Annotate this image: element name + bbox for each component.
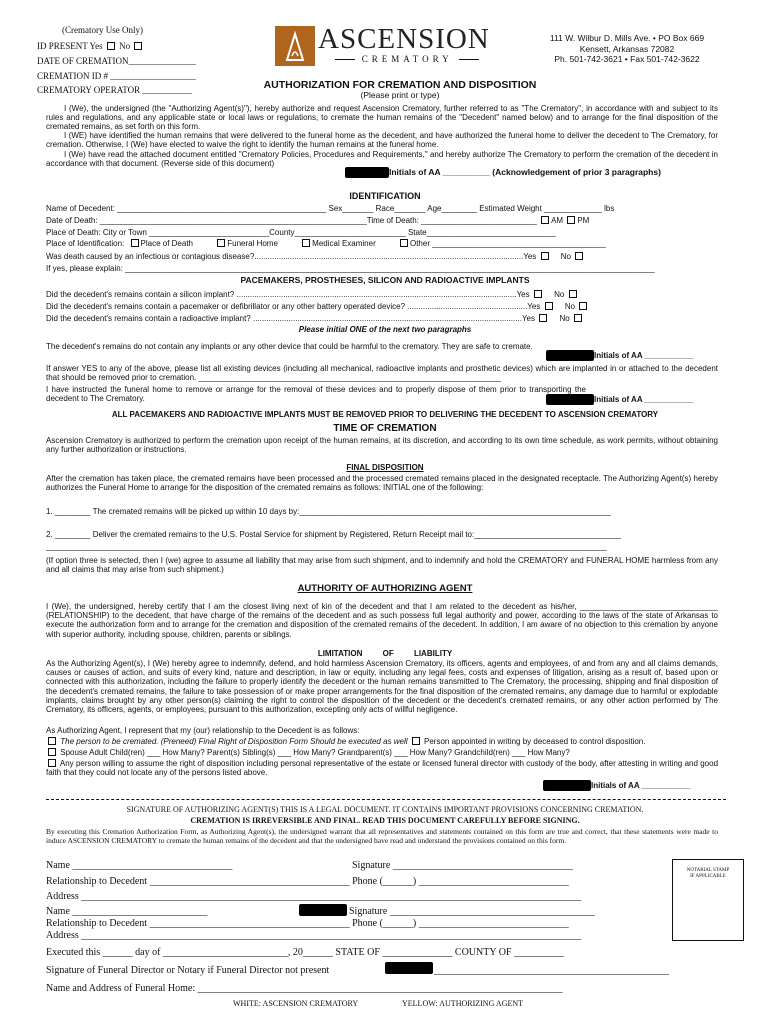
agent-2-signature-field[interactable]: Signature _________________________________________ [349, 906, 595, 917]
silicon-no-checkbox[interactable] [569, 290, 577, 298]
id-present-no-checkbox[interactable] [134, 42, 142, 50]
silicon-yes-checkbox[interactable] [534, 290, 542, 298]
final-disposition-heading: FINAL DISPOSITION [346, 463, 424, 472]
place-of-death-row[interactable]: Place of Death: City or Town ___________________________County_________________________ State_____________________________ [46, 228, 556, 237]
agent-2-name-field[interactable]: Name ___________________________ [46, 906, 208, 917]
id-present-no-label: No [119, 41, 131, 51]
authority-text: I (We), the undersigned, hereby certify that I am the closest living next of kin of the decedent and that I am related to the decedent as his/her, _______________________________ (RELATIONSHIP) to the decedent, that have charge of the remains of the decedent and as such possess full legal authority and power, according to the laws of the state of Arkansas to execute the authorization form and to arrange for the cremation and disposition of the cremated remains of the decedent. In addition, I am aware of no objection to this cremation by anyone with superior authority, including spouse, children, parents or siblings. [46, 602, 718, 639]
initials-removal[interactable]: Initials of AA ___________ [594, 395, 694, 404]
decedent-name-row[interactable]: Name of Decedent: _______________________________________________ Sex_______ Race_______ Age________ Estimated Weight _____________ lbs [46, 204, 615, 213]
silicon-implant-row: Did the decedent's remains contain a silicon implant? ..............................................................................................................................Yes No [46, 290, 579, 299]
redaction-block [543, 780, 591, 791]
intro-paragraph-3: I (We) have read the attached document entitled "Crematory Policies, Procedures and Requirements," and hereby authorize The Crematory to perform the cremation of the decedent in accordance with that document. (Reverse side of this document) [46, 150, 718, 169]
footer-white-copy: WHITE: ASCENSION CREMATORY [233, 999, 359, 1008]
redaction-block [385, 962, 433, 974]
cremation-id-field[interactable]: CREMATION ID # ___________________ [37, 71, 196, 81]
other-checkbox[interactable] [400, 239, 408, 247]
section-divider [46, 799, 726, 800]
appointed-person-checkbox[interactable] [412, 737, 420, 745]
radioactive-no-checkbox[interactable] [574, 314, 582, 322]
pacemaker-no-checkbox[interactable] [579, 302, 587, 310]
explain-field[interactable]: If yes, please explain: _______________________________________________________________________________________________________________________ [46, 264, 655, 273]
pm-checkbox[interactable] [567, 216, 575, 224]
relationship-row-3: Any person willing to assume the right of disposition including personal representative of the estate or licensed funeral director with custody of the body, after attesting in writing and good faith that they could not locate any of the persons listed above. [46, 759, 719, 778]
notary-stamp-box [672, 859, 744, 941]
initials-no-implants[interactable]: Initials of AA ___________ [594, 351, 694, 360]
date-of-death-row[interactable]: Date of Death: ____________________________________________________________Time of Death: __________________________ AM PM [46, 216, 590, 225]
id-present-label: ID PRESENT Yes [37, 41, 103, 51]
identification-heading: IDENTIFICATION [349, 191, 421, 201]
address-line-3: Ph. 501-742-3621 • Fax 501-742-3622 [554, 54, 700, 64]
limitation-of-liability-heading: LIMITATION OF LIABILITY [317, 649, 453, 658]
funeral-home-checkbox[interactable] [217, 239, 225, 247]
liability-text: As the Authorizing Agent(s), I (We) hereby agree to indemnify, defend, and hold harmless Ascension Crematory, its officers, agents and employees, of and from any and all claims demands, causes or causes of action, and suits of every kind, nature and description, in law or equity, including any legal fees, costs and expenses of litigation, arising as a result of, based upon or connected with this authorization, including the failure to properly identify the decedent or the human remains transmitted to The Crematory, the processing, shipping and final disposition of the decedent's cremated remains, the failure to take possession of or make proper arrangements for the final disposition of the cremated remains, any damage due to harmful or explodable implants, claims brought by any other person(s) claiming the right to control the disposition of the decedent or the decedent's cremated remains, or any other action performed by The Crematory, its officers, agents, or employees, pursuant to this authorization, excepting only acts of willful negligence. [46, 659, 718, 714]
agent-2-relationship-phone[interactable]: Relationship to Decedent ________________________________________ Phone (______) ______________________________ [46, 918, 569, 929]
pacemaker-row: Did the decedent's remains contain a pacemaker or defibrillator or any other battery operated device? ......................................................Yes No [46, 302, 589, 311]
redaction-block [546, 394, 594, 405]
instructed-removal-statement: I have instructed the funeral home to remove or arrange for the removal of these devices and to properly dispose of them prior to transporting the decedent to The Crematory. [46, 385, 586, 404]
logo-subtitle: CREMATORY [318, 54, 496, 64]
signature-heading-1: SIGNATURE OF AUTHORIZING AGENT(S) THIS IS A LEGAL DOCUMENT. IT CONTAINS IMPORTANT PROVISIONS CONCERNING CREMATION. [126, 805, 644, 814]
address-line-2: Kensett, Arkansas 72082 [579, 44, 675, 54]
form-subtitle: (Please print or type) [360, 90, 440, 100]
logo-flame-icon [275, 26, 315, 66]
time-of-cremation-text: Ascension Crematory is authorized to perform the cremation upon receipt of the human remains, at its discretion, and according to its own time schedule, as work permits, without obtaining any further authorization or instructions. [46, 436, 718, 455]
redaction-block [299, 904, 347, 916]
intro-paragraph-2: I (WE) have identified the human remains that were delivered to the funeral home as the decedent, and have authorized the funeral home to deliver the decedent to The Crematory, for cremation. Otherwise, I (We) have elected to waive the right to identify the human remains at the funeral home. [46, 131, 718, 150]
must-remove-notice: ALL PACEMAKERS AND RADIOACTIVE IMPLANTS MUST BE REMOVED PRIOR TO DELIVERING THE DECEDENT TO ASCENSION CREMATORY [111, 410, 659, 419]
relationship-row-2: Spouse Adult Child(ren) ___ How Many? Parent(s) Sibling(s) ___ How Many? Grandparent(s) ___ How Many? Grandchild(ren) ___ How Many? [46, 748, 570, 757]
place-of-identification-row: Place of Identification: Place of Death Funeral Home Medical Examiner Other _______________________________________ [46, 239, 606, 248]
medical-examiner-checkbox[interactable] [302, 239, 310, 247]
address-line-1: 111 W. Wilbur D. Mills Ave. • PO Box 669 [549, 33, 705, 43]
signature-warranty-text: By executing this Cremation Authorization Form, as Authorizing Agent(s), the undersigned warrant that all representatives and statements contained on this form are true and correct, that these statements were made to induce ASCENSION CREMATORY to cremate the human remains of the decedent and that the undersigned have read and understand the provisions contained on this form. [46, 827, 718, 845]
implants-list-statement[interactable]: If answer YES to any of the above, please list all existing devices (including all mechanical, radioactive implants and prosthetic devices) which are implanted in or attached to the decedent that should be removed prior to cremation. ____________________________________________________________________ [46, 364, 718, 383]
agent-1-name-field[interactable]: Name ________________________________ [46, 860, 233, 871]
crematory-use-only: (Crematory Use Only) [62, 25, 143, 35]
notary-stamp-note: IF APPLICABLE [690, 873, 726, 879]
intro-paragraph-1: I (We), the undersigned (the "Authorizing Agent(s)"), hereby authorize and request Ascension Crematory, further referred to as "The Crematory", in accordance with and subject to its rules and regulations, and any applicable state or local laws or regulations, to cremate the human remains of the "Decedent" named below) and to arrange for the final disposition of the cremated remains, as set forth on this form. [46, 104, 718, 132]
logo-mark [275, 26, 315, 66]
id-present-row [37, 41, 144, 51]
crematory-operator-field[interactable]: CREMATORY OPERATOR ___________ [37, 85, 192, 95]
agent-2-address-field[interactable]: Address ____________________________________________________________________________________________________ [46, 930, 582, 941]
agent-1-signature-field[interactable]: Signature ____________________________________ [352, 860, 573, 871]
shipment-liability-text: (If option three is selected, then I (we) agree to assume all liability that may arise from such shipment, and to indemnify and hold the CREMATORY and FUNERAL HOME harmless from any and all claims that may arise from such shipment.) [46, 556, 718, 575]
pacemaker-yes-checkbox[interactable] [545, 302, 553, 310]
signature-heading-2: CREMATION IS IRREVERSIBLE AND FINAL. READ THIS DOCUMENT CAREFULLY BEFORE SIGNING. [190, 816, 580, 825]
final-disposition-text: After the cremation has taken place, the cremated remains have been processed and the processed cremated remains placed in the designated receptacle. The Authorizing Agent(s) hereby authorizes the Funeral Home to arrange for the disposition of the cremated remains as follows: INITIAL one of the following: [46, 474, 718, 493]
person-cremated-checkbox[interactable] [48, 737, 56, 745]
executed-date-field[interactable]: Executed this ______ day of _________________________, 20______ STATE OF ______________ COUNTY OF __________ [46, 947, 564, 958]
place-of-death-checkbox[interactable] [131, 239, 139, 247]
infectious-yes-checkbox[interactable] [541, 252, 549, 260]
initials-acknowledgement[interactable]: Initials of AA __________ (Acknowledgement of prior 3 paragraphs) [389, 167, 661, 177]
any-person-checkbox[interactable] [48, 759, 56, 767]
redaction-block [345, 167, 389, 178]
family-checkboxes[interactable] [48, 748, 56, 756]
pacemakers-heading: PACEMAKERS, PROSTHESES, SILICON AND RADIOACTIVE IMPLANTS [240, 275, 530, 285]
infectious-disease-row: Was death caused by an infectious or contagious disease?.........................................................................................................................Yes No [46, 252, 585, 261]
notary-stamp-label: NOTARIAL STAMP [686, 868, 730, 873]
initials-relationship[interactable]: Initials of AA ___________ [591, 781, 691, 790]
redaction-block [546, 350, 594, 361]
agent-1-address-field[interactable]: Address ____________________________________________________________________________________________________ [46, 891, 582, 902]
notary-signature-field[interactable]: _______________________________________________ [434, 965, 669, 976]
radioactive-yes-checkbox[interactable] [539, 314, 547, 322]
authority-heading: AUTHORITY OF AUTHORIZING AGENT [297, 583, 473, 594]
initial-one-instruction: Please initial ONE of the next two paragraphs [298, 325, 472, 334]
id-present-yes-checkbox[interactable] [107, 42, 115, 50]
option-postal-address-line[interactable]: ______________________________________________________________________________________________________________________________ [46, 542, 607, 551]
radioactive-implant-row: Did the decedent's remains contain a radioactive implant? .........................................................................................................................Yes No [46, 314, 584, 323]
option-postal-field[interactable]: 2. ________ Deliver the cremated remains to the U.S. Postal Service for shipment by Registered, Return Receipt mail to:_________________________________ [46, 530, 622, 539]
am-checkbox[interactable] [541, 216, 549, 224]
no-implants-statement: The decedent's remains do not contain any implants or any other device that could be harmful to the crematory. They are safe to cremate. [46, 342, 533, 351]
agent-1-relationship-phone[interactable]: Relationship to Decedent ________________________________________ Phone (______) ______________________________ [46, 876, 569, 887]
option-pickup-field[interactable]: 1. ________ The cremated remains will be picked up within 10 days by:______________________________________________________________________ [46, 507, 611, 516]
form-title: AUTHORIZATION FOR CREMATION AND DISPOSITION [263, 79, 537, 91]
notary-signature-label: Signature of Funeral Director or Notary if Funeral Director not present [46, 965, 330, 976]
relationship-represent: As Authorizing Agent, I represent that my (our) relationship to the Decedent is as follows: [46, 726, 360, 735]
time-of-cremation-heading: TIME OF CREMATION [333, 423, 437, 434]
funeral-home-field[interactable]: Name and Address of Funeral Home: _________________________________________________________________________ [46, 983, 563, 994]
relationship-row-1: The person to be cremated. (Preneed) Final Right of Disposition Form Should be executed as well Person appointed in writing by deceased to control disposition. [46, 737, 645, 746]
date-of-cremation-field[interactable]: DATE OF CREMATION_______________ [37, 56, 197, 66]
logo-name: ASCENSION [318, 23, 490, 55]
footer-yellow-copy: YELLOW: AUTHORIZING AGENT [402, 999, 524, 1008]
infectious-no-checkbox[interactable] [575, 252, 583, 260]
